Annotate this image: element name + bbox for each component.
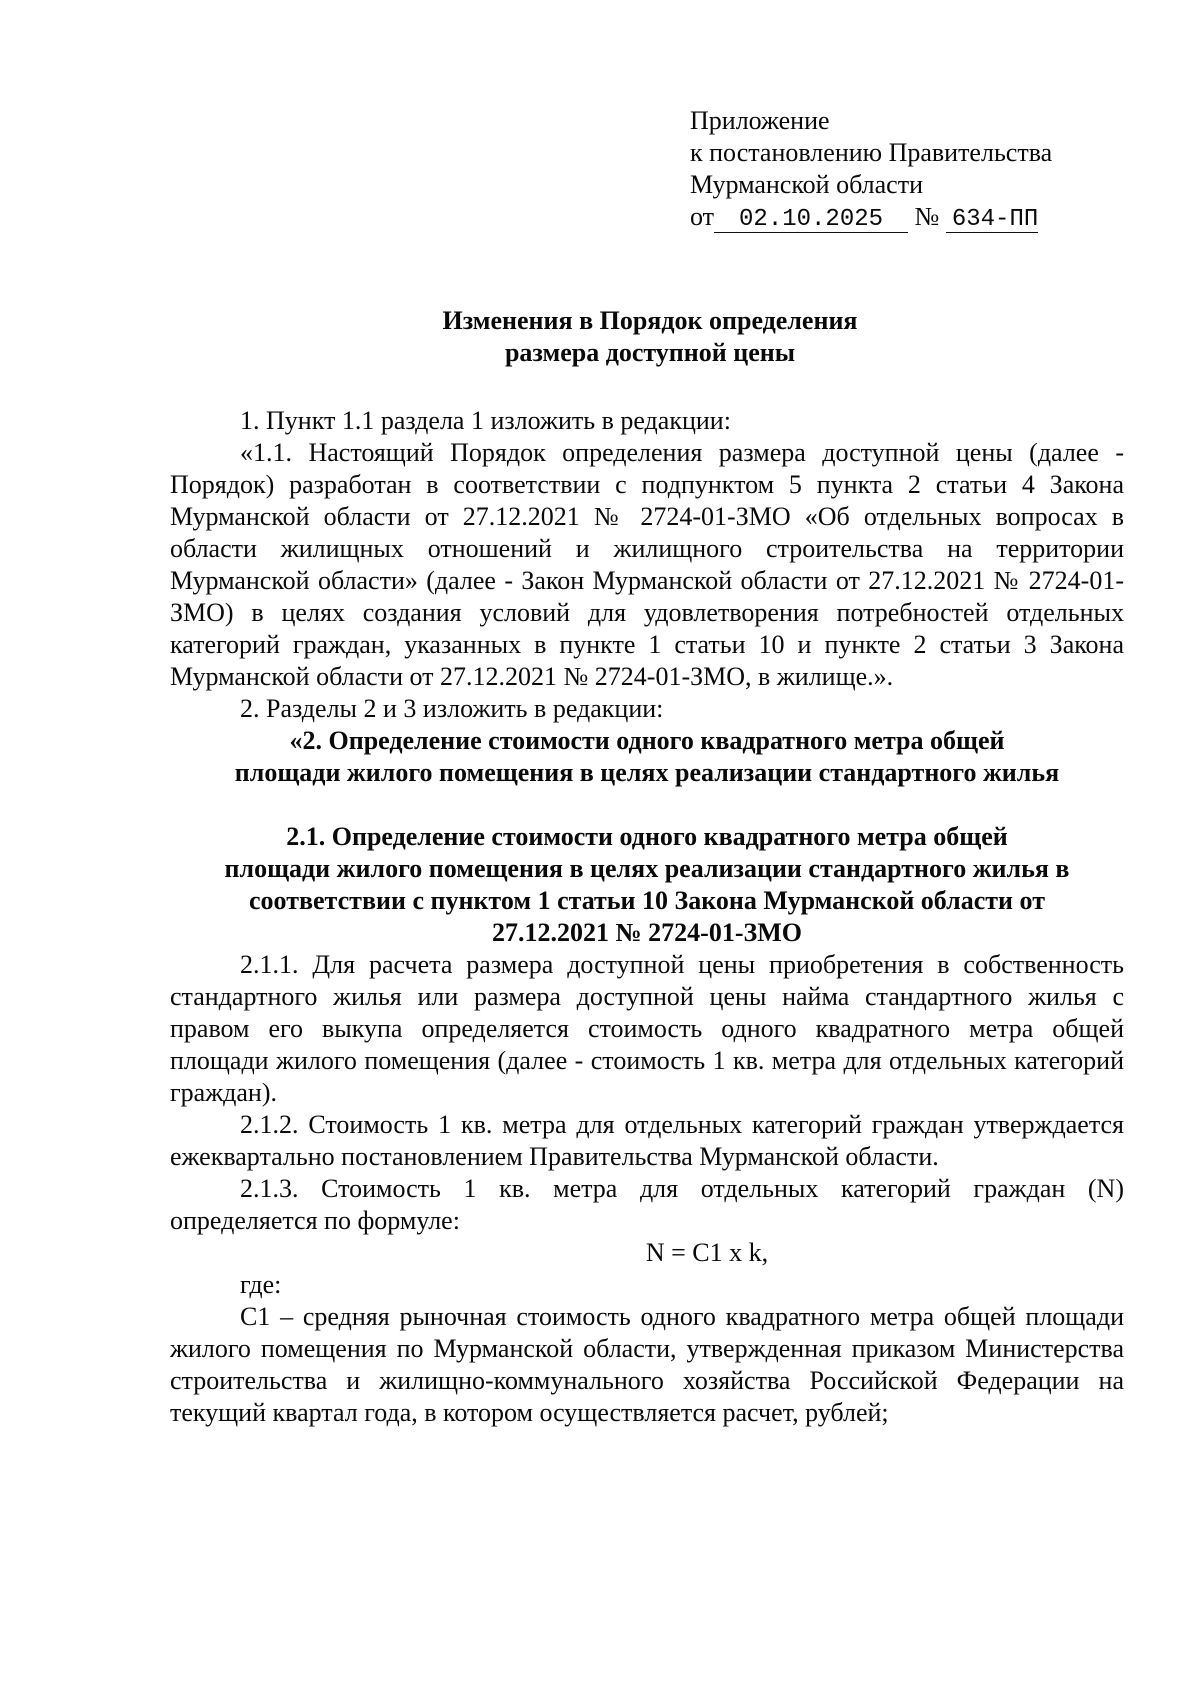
section-2-1-heading-line-3: соответствии с пунктом 1 статьи 10 Закона Мурманской области от: [249, 886, 1045, 915]
paragraph-item-1: 1. Пункт 1.1 раздела 1 изложить в редакции:: [240, 406, 731, 435]
section-2-1-heading: [170, 821, 1124, 949]
paragraph-2-1-1: 2.1.1. Для расчета размера доступной цены приобретения в собственность стандартного жилья или размера доступной цены найма стандартного жилья с правом его выкупа определяется стоимость одного квадратного метра общей площади жилого помещения (далее - стоимость 1 кв. метра для отдельных категорий граждан).: [170, 950, 1124, 1107]
resolution-date: 02.10.2025: [714, 208, 908, 233]
section-2-1-heading-line-1: 2.1. Определение стоимости одного квадратного метра общей: [286, 822, 1008, 851]
paragraph-2-1-3: 2.1.3. Стоимость 1 кв. метра для отдельных категорий граждан (N) определяется по формуле:: [170, 1174, 1124, 1235]
where-label: где:: [240, 1270, 282, 1299]
section-2-1-heading-line-4: 27.12.2021 № 2724-01-ЗМО: [492, 918, 802, 947]
paragraph-2-1-2: 2.1.2. Стоимость 1 кв. метра для отдельных категорий граждан утверждается ежеквартально постановлением Правительства Мурманской области.: [170, 1110, 1124, 1171]
number-prefix: №: [914, 202, 940, 231]
appendix-reference: к постановлению Правительства: [690, 138, 1053, 167]
spacer: [170, 789, 1124, 821]
section-2-heading-line-1: «2. Определение стоимости одного квадратного метра общей: [289, 726, 1005, 755]
appendix-date-number: [690, 201, 1052, 233]
appendix-header: [690, 105, 1052, 233]
title-line-1: Изменения в Порядок определения: [442, 306, 858, 335]
paragraph-item-2: 2. Разделы 2 и 3 изложить в редакции:: [240, 694, 664, 723]
appendix-region: Мурманской области: [690, 170, 923, 199]
date-prefix: от: [690, 202, 715, 231]
section-2-heading: [170, 725, 1124, 789]
section-2-1-heading-line-2: площади жилого помещения в целях реализации стандартного жилья в: [224, 854, 1070, 883]
formula: N = C1 x k,: [645, 1238, 769, 1267]
section-2-heading-line-2: площади жилого помещения в целях реализации стандартного жилья: [234, 758, 1060, 787]
paragraph-c1-definition: С1 – средняя рыночная стоимость одного квадратного метра общей площади жилого помещения по Мурманской области, утвержденная приказом Министерства строительства и жилищно-коммунального хозяйства Российской Федерации на текущий квартал года, в котором осуществляется расчет, рублей;: [170, 1302, 1124, 1427]
resolution-number: 634-ПП: [946, 208, 1038, 233]
appendix-label: Приложение: [690, 106, 830, 135]
document-title: [170, 305, 1130, 369]
paragraph-item-1-1: «1.1. Настоящий Порядок определения размера доступной цены (далее - Порядок) разработан в соответствии с подпунктом 5 пункта 2 статьи 4 Закона Мурманской области от 27.12.2021 № 2724-01-ЗМО «Об отдельных вопросах в области жилищных отношений и жилищного строительства на территории Мурманской области» (далее - Закон Мурманской области от 27.12.2021 № 2724-01-ЗМО) в целях создания условий для удовлетворения потребностей отдельных категорий граждан, указанных в пункте 1 статьи 10 и пункте 2 статьи 3 Закона Мурманской области от 27.12.2021 № 2724-01-ЗМО, в жилище.».: [170, 438, 1124, 691]
document-body: [170, 405, 1124, 1429]
title-line-2: размера доступной цены: [504, 338, 796, 367]
